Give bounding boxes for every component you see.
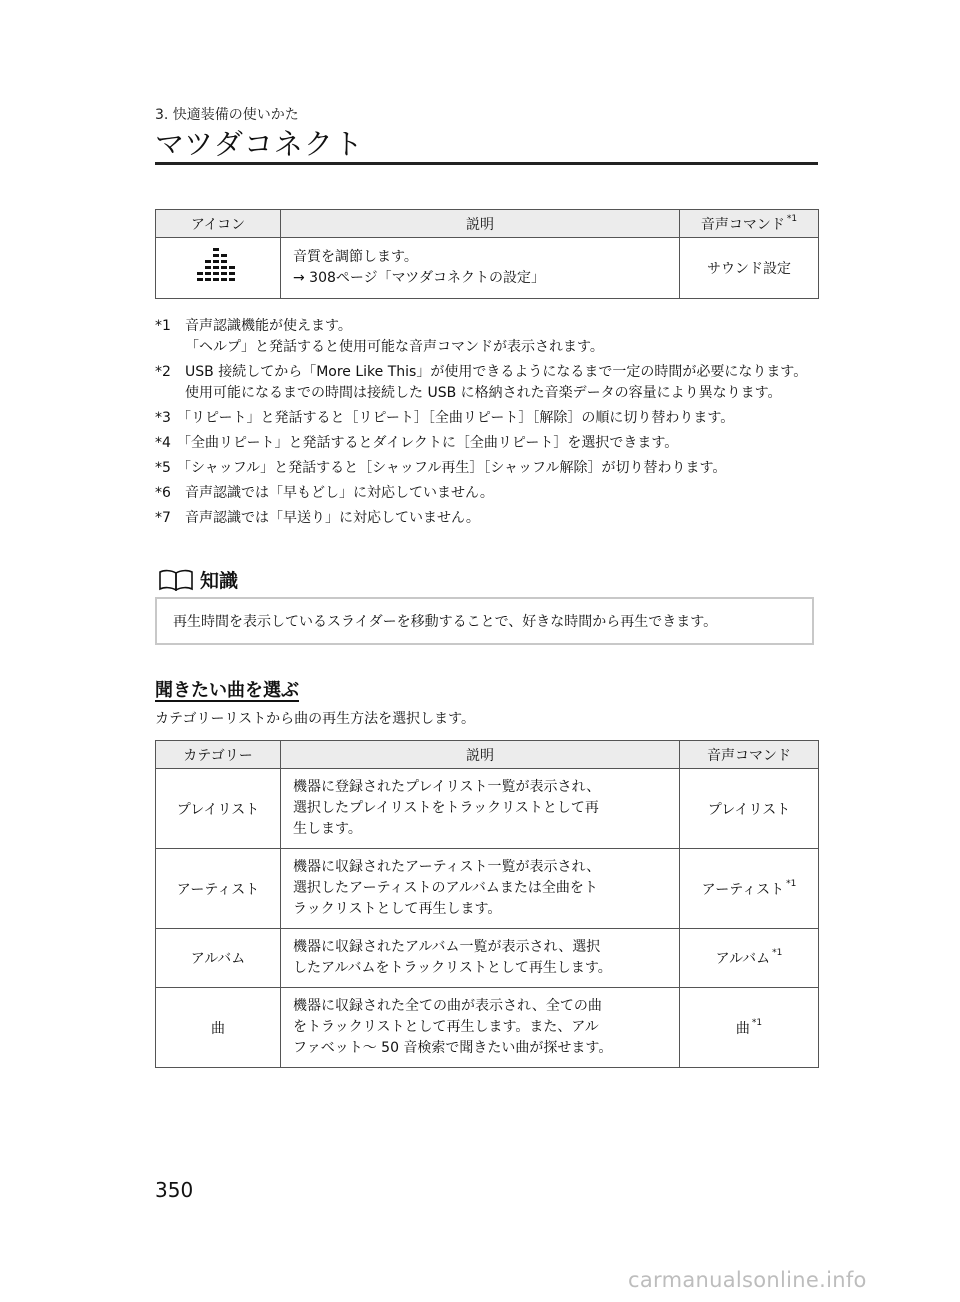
open-book-icon <box>158 569 194 591</box>
footnote-2: *2 USB 接続してから「More Like This」が使用できるようになるまで一定の時間が必要になります。使用可能になるまでの時間は接続した USB に格納された音楽データの容量により異なります。 <box>155 364 808 401</box>
voice-command-cell: 曲 $^{*1}$ <box>680 988 819 1068</box>
category-cell: 曲 <box>156 988 281 1068</box>
header-description: 説明 <box>281 210 680 238</box>
category-cell: アルバム <box>156 929 281 988</box>
footnote-6: *6 音声認識では「早もどし」に対応していません。 <box>155 485 494 501</box>
category-cell: アーティスト <box>156 849 281 929</box>
equalizer-icon <box>195 246 241 286</box>
footnote-mark: *1 <box>751 1017 763 1028</box>
header-voice-command: 音声コマンド $^{*1}$ <box>680 210 819 238</box>
icon-cell <box>156 238 281 299</box>
footnote-mark: *1 <box>772 948 783 958</box>
select-song-heading: 聞きたい曲を選ぶ <box>155 680 299 701</box>
table-header-row <box>156 741 819 769</box>
header-category: カテゴリー <box>156 741 281 769</box>
table-row <box>156 849 819 929</box>
header-description: 説明 <box>281 741 680 769</box>
voice-command-cell: アーティスト $^{*1}$ <box>680 849 819 929</box>
description-cell: 機器に収録されたアーティスト一覧が表示され、 選択したアーティストのアルバムまたは全曲をト ラックリストとして再生します。 <box>281 849 680 929</box>
header-icon: アイコン <box>156 210 281 238</box>
description-cell: 機器に登録されたプレイリスト一覧が表示され、 選択したプレイリストをトラックリストとして再 生します。 <box>281 769 680 849</box>
watermark: carmanualsonline.info <box>628 1268 867 1292</box>
knowledge-heading <box>158 566 238 593</box>
page-title: マツダコネクト <box>155 127 364 161</box>
knowledge-text: 再生時間を表示しているスライダーを移動することで、好きな時間から再生できます。 <box>173 614 718 630</box>
footnotes <box>155 316 820 533</box>
table-row <box>156 238 819 299</box>
voice-command-cell: サウンド設定 <box>680 238 819 299</box>
select-song-lead: カテゴリーリストから曲の再生方法を選択します。 <box>155 711 476 727</box>
description-cell: 機器に収録された全ての曲が表示され、全ての曲 をトラックリストとして再生します。また、アル ファベット〜 50 音検索で聞きたい曲が探せます。 <box>281 988 680 1068</box>
category-table <box>155 740 819 1068</box>
footnote-3: *3 「リピート」と発話すると［リピート］［全曲リピート］［解除］の順に切り替わります。 <box>155 410 735 426</box>
table-row <box>156 929 819 988</box>
title-rule <box>155 162 818 165</box>
table-row <box>156 988 819 1068</box>
description-cell: 機器に収録されたアルバム一覧が表示され、選択 したアルバムをトラックリストとして再生します。 <box>281 929 680 988</box>
header-voice-command: 音声コマンド <box>680 741 819 769</box>
knowledge-box <box>155 597 814 645</box>
knowledge-title: 知識 <box>200 570 239 592</box>
footnote-mark: *1 <box>786 213 798 224</box>
footnote-1: *1 音声認識機能が使えます。 「ヘルプ」と発話すると使用可能な音声コマンドが表示されます。 <box>155 318 604 355</box>
footnote-mark: *1 <box>786 878 797 889</box>
page-reference-link[interactable]: → 308ページ「マツダコネクトの設定」 <box>293 270 546 286</box>
page-number: 350 <box>155 1178 194 1202</box>
section-heading: 3. 快適装備の使いかた <box>155 107 299 123</box>
table-row <box>156 769 819 849</box>
footnote-5: *5 「シャッフル」と発話すると［シャッフル再生］［シャッフル解除］が切り替わります。 <box>155 460 727 476</box>
voice-command-cell: アルバム $^{*1}$ <box>680 929 819 988</box>
voice-command-cell: プレイリスト <box>680 769 819 849</box>
sound-settings-table <box>155 209 819 299</box>
footnote-4: *4 「全曲リピート」と発話するとダイレクトに［全曲リピート］を選択できます。 <box>155 435 679 451</box>
table-header-row <box>156 210 819 238</box>
category-cell: プレイリスト <box>156 769 281 849</box>
footnote-7: *7 音声認識では「早送り」に対応していません。 <box>155 510 480 526</box>
description-cell: 音質を調節します。 → 308ページ「マツダコネクトの設定」 <box>281 238 680 299</box>
